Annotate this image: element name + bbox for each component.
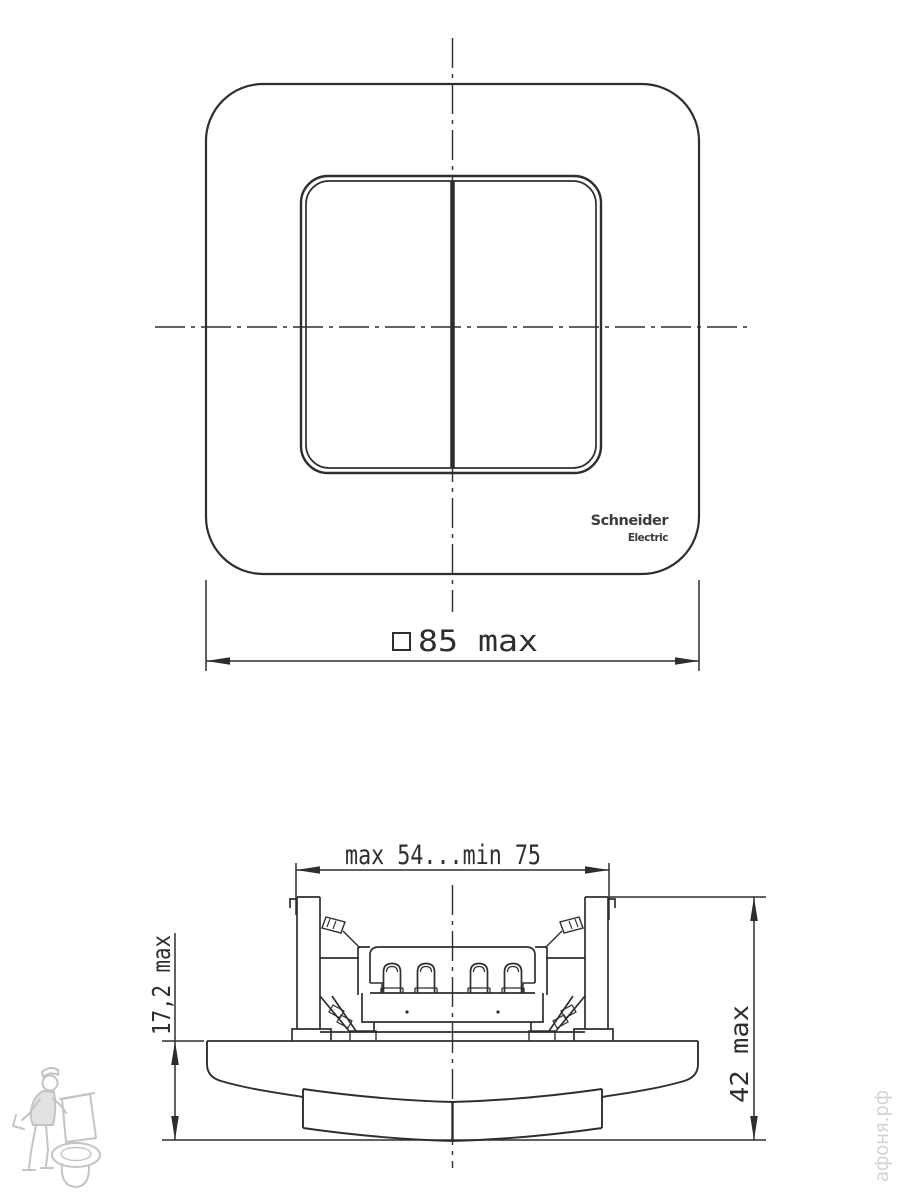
plumber-legs [29, 1125, 48, 1168]
side-rocker-top-arc [303, 1089, 453, 1102]
claw-arm-edge [343, 931, 360, 948]
mechanism-right-half [452, 897, 698, 1141]
front-view [155, 38, 747, 671]
mechanism-left-half [207, 897, 453, 1141]
toilet-tank [62, 1094, 96, 1142]
wrench-icon [13, 1115, 24, 1129]
brand-wordmark [591, 513, 670, 544]
side-rocker-bottom-arc [303, 1128, 453, 1141]
toilet-bowl-rim [61, 1148, 91, 1161]
terminal-post-inner [421, 967, 432, 973]
arrow-icon [296, 866, 320, 874]
body-end-wall-inner [358, 947, 370, 983]
site-watermark [871, 1084, 893, 1182]
square-symbol [393, 633, 410, 650]
claw-screw-icon [322, 917, 345, 933]
body-notch [370, 983, 382, 993]
block-mark [405, 1010, 408, 1013]
arrow-icon [750, 1116, 758, 1140]
arrow-icon [171, 1041, 179, 1065]
depth-dimension-label: 42 max [725, 1012, 754, 1103]
toilet-tank-lid [60, 1093, 94, 1099]
arrow-icon [206, 657, 230, 665]
plumber-feet [23, 1168, 53, 1170]
plumber-watermark-icon [13, 1068, 100, 1187]
arrow-icon [585, 866, 609, 874]
dimension-arrowheads [171, 657, 758, 1140]
arrow-icon [171, 1116, 179, 1140]
side-view-dimensions [162, 863, 766, 1168]
brand-wordmark-line1: Schneider [590, 513, 668, 529]
plumber-head [43, 1076, 58, 1091]
arrow-icon [750, 897, 758, 921]
flange-profile [207, 1041, 303, 1097]
claw-screw-hatch [327, 919, 336, 929]
brand-wordmark-line2: Electric [627, 532, 668, 544]
claw-foot [292, 1029, 331, 1041]
front-width-dimension-label: 85 max [418, 624, 538, 658]
terminal-post-inner [387, 967, 398, 973]
lower-block [362, 993, 453, 1022]
mounting-span-dimension-label: max 54...min 75 [345, 840, 541, 871]
body-top-edge [370, 947, 453, 955]
protrusion-dimension-label: 17,2 max [147, 914, 176, 1035]
site-watermark-text: афоня.рф [871, 1084, 893, 1182]
arrow-icon [675, 657, 699, 665]
toilet-bowl [52, 1143, 100, 1167]
